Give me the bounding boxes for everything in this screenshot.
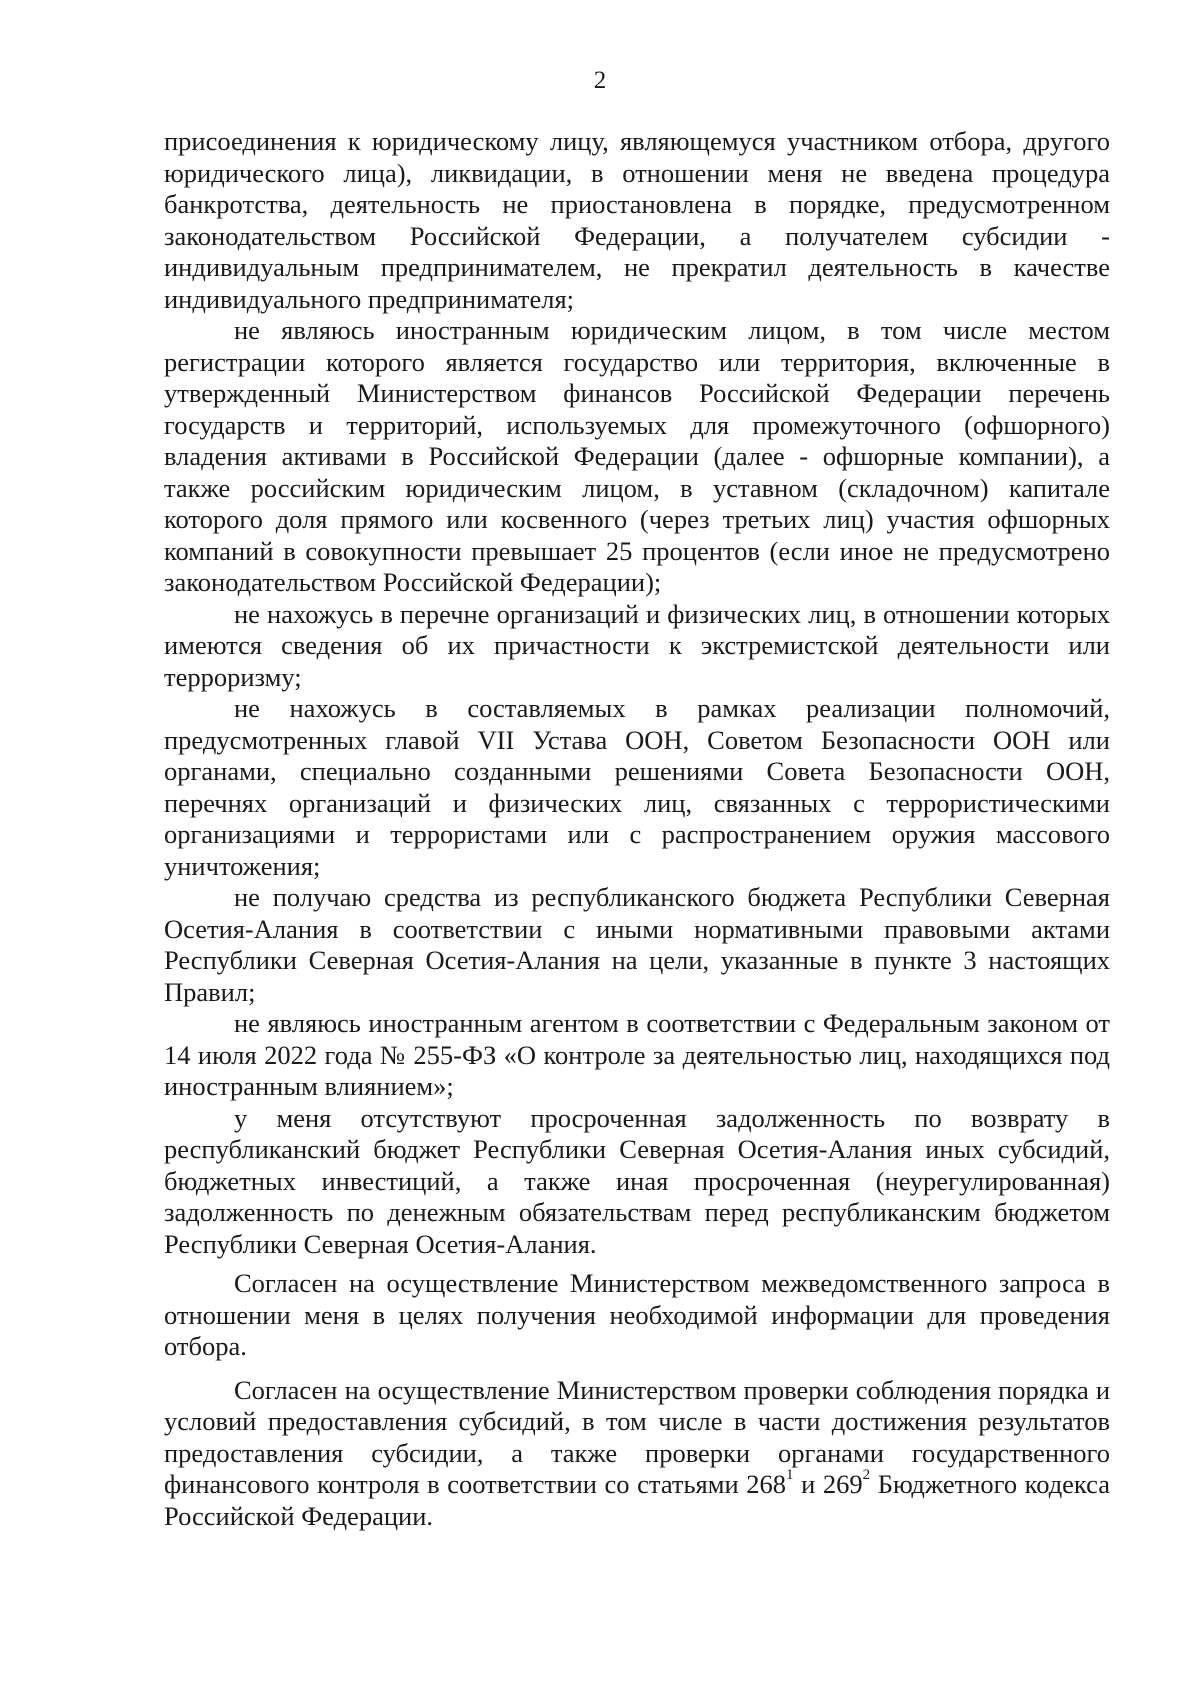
paragraph-9-text-1: Согласен на осуществление Министерством проверки соблюдения порядка и условий предоставления субсидий, в том числе в части достижения результатов предоставления субсидии, а также проверки органами государственного финансового контроля в соответствии со статьями 268 [164,1374,1110,1499]
paragraph-1: присоединения к юридическому лицу, являющемуся участником отбора, другого юридического лица), ликвидации, в отношении меня не введена процедура банкротства, деятельность не приостановлена в порядке, предусмотренном законодательством Российской Федерации, а получателем субсидии - индивидуальным предпринимателем, не прекратил деятельность в качестве индивидуального предпринимателя; [164,126,1110,314]
paragraph-5: не получаю средства из республиканского бюджета Республики Северная Осетия-Алания в соответствии с иными нормативными правовыми актами Республики Северная Осетия-Алания на цели, указанные в пункте 3 настоящих Правил; [164,882,1110,1007]
page-number: 2 [593,67,607,94]
paragraph-8: Согласен на осуществление Министерством межведомственного запроса в отношении меня в целях получения необходимой информации для проведения отбора. [164,1268,1110,1361]
paragraph-7: у меня отсутствуют просроченная задолженность по возврату в республиканский бюджет Республики Северная Осетия-Алания иных субсидий, бюджетных инвестиций, а также иная просроченная (неурегулированная) задолженность по денежным обязательствам перед республиканским бюджетом Республики Северная Осетия-Алания. [164,1102,1110,1259]
superscript-1: 1 [786,1467,794,1484]
paragraph-4: не нахожусь в составляемых в рамках реализации полномочий, предусмотренных главой VII Устава ООН, Советом Безопасности ООН или органами, специально созданными решениями Совета Безопасности ООН, перечнях организаций и физических лиц, связанных с террористическими организациями и террористами или с распространением оружия массового уничтожения; [164,693,1110,881]
paragraph-3: не нахожусь в перечне организаций и физических лиц, в отношении которых имеются сведения об их причастности к экстремистской деятельности или терроризму; [164,598,1110,692]
paragraph-6: не являюсь иностранным агентом в соответствии с Федеральным законом от 14 июля 2022 года № 255-ФЗ «О контроле за деятельностью лиц, находящихся под иностранным влиянием»; [164,1008,1110,1101]
superscript-2: 2 [862,1467,871,1484]
paragraph-9-text-2: и 269 [793,1469,863,1499]
document-body [164,126,1110,1532]
paragraph-2: не являюсь иностранным юридическим лицом, в том числе местом регистрации которого является государство или территория, включенные в утвержденный Министерством финансов Российской Федерации перечень государств и территорий, используемых для промежуточного (офшорного) владения активами в Российской Федерации (далее - офшорные компании), а также российским юридическим лицом, в уставном (складочном) капитале которого доля прямого или косвенного (через третьих лиц) участия офшорных компаний в совокупности превышает 25 процентов (если иное не предусмотрено законодательством Российской Федерации); [164,315,1110,597]
paragraph-9 [164,1375,1110,1533]
paragraph-9-text-3: Бюджетного кодекса Российской Федерации. [164,1469,1110,1531]
